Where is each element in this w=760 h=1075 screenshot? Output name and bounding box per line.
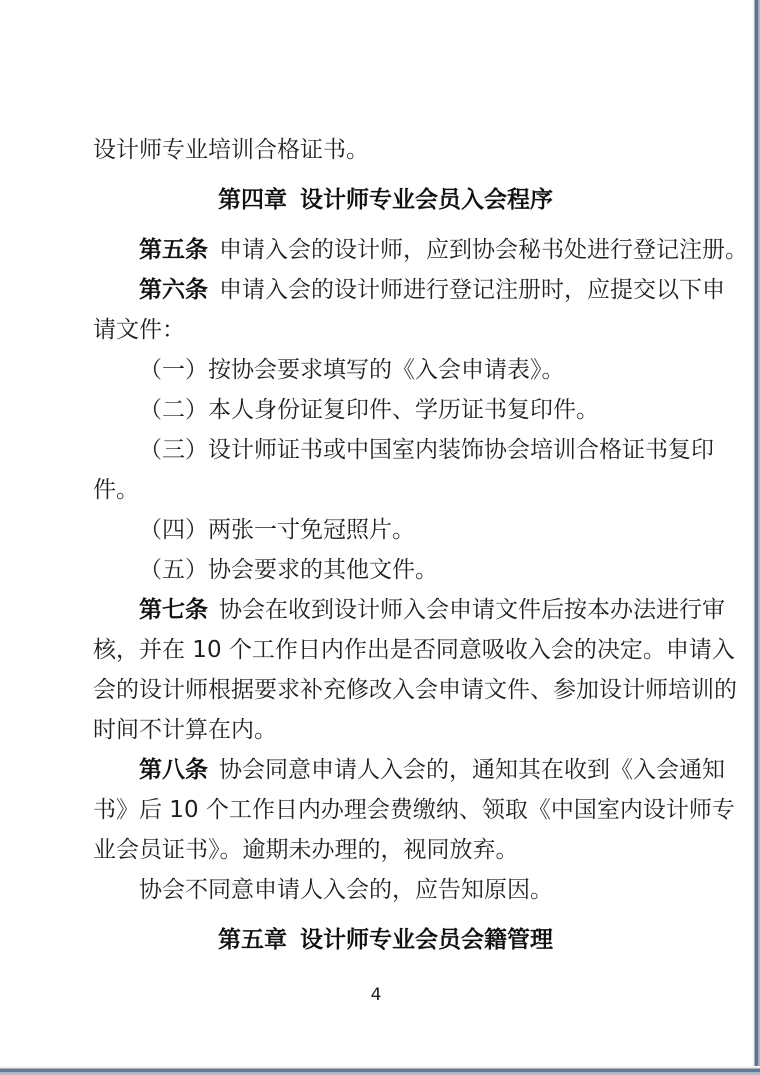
article-number: 第五条 xyxy=(139,237,208,263)
article-8-line xyxy=(93,750,725,790)
article-number: 第七条 xyxy=(139,597,208,623)
page-content xyxy=(93,130,748,970)
article-text: 协会同意申请人入会的，通知其在收到《入会通知 xyxy=(219,757,725,783)
chapter-number: 第四章 xyxy=(218,187,287,213)
article-6-line xyxy=(93,270,725,310)
chapter-title: 设计师专业会员会籍管理 xyxy=(300,927,553,953)
article-text: 申请入会的设计师，应到协会秘书处进行登记注册。 xyxy=(219,237,748,263)
page-shadow-bottom xyxy=(0,1066,760,1075)
body-line: 请文件： xyxy=(93,317,185,343)
body-line: 设计师专业培训合格证书。 xyxy=(93,137,369,163)
article-number: 第六条 xyxy=(139,277,208,303)
body-line: 核，并在 10 个工作日内作出是否同意吸收入会的决定。申请入 xyxy=(93,637,735,663)
article-number: 第八条 xyxy=(139,757,208,783)
list-item-4: （四）两张一寸免冠照片。 xyxy=(139,517,415,543)
article-5-line xyxy=(93,230,748,270)
list-item-1: （一）按协会要求填写的《入会申请表》。 xyxy=(139,357,565,383)
chapter-heading-4 xyxy=(93,180,678,220)
list-item-5: （五）协会要求的其他文件。 xyxy=(139,557,438,583)
article-text: 协会在收到设计师入会申请文件后按本办法进行审 xyxy=(219,597,725,623)
chapter-number: 第五章 xyxy=(218,927,287,953)
page-shadow-right xyxy=(752,0,760,1075)
list-item-3: （三）设计师证书或中国室内装饰协会培训合格证书复印 xyxy=(139,437,714,463)
body-line: 会的设计师根据要求补充修改入会申请文件、参加设计师培训的 xyxy=(93,677,737,703)
page-number: 4 xyxy=(370,985,382,1005)
body-line: 时间不计算在内。 xyxy=(93,717,277,743)
article-7-line xyxy=(93,590,725,630)
body-line: 书》后 10 个工作日内办理会费缴纳、领取《中国室内设计师专 xyxy=(93,797,735,823)
chapter-title: 设计师专业会员入会程序 xyxy=(300,187,553,213)
body-line: 件。 xyxy=(93,477,139,503)
article-text: 申请入会的设计师进行登记注册时，应提交以下申 xyxy=(219,277,725,303)
list-item-2: （二）本人身份证复印件、学历证书复印件。 xyxy=(139,397,599,423)
body-line: 协会不同意申请人入会的，应告知原因。 xyxy=(139,877,553,903)
chapter-heading-5 xyxy=(93,920,678,960)
body-line: 业会员证书》。逾期未办理的，视同放弃。 xyxy=(93,837,519,863)
